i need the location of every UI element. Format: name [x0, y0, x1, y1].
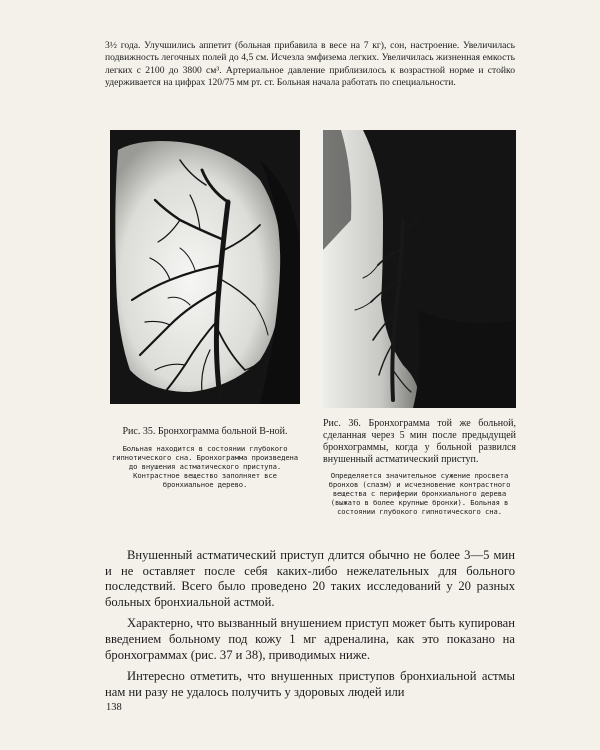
figure-36-note: Определяется значительное сужение просвета бронхов (спазм) и исчезновение контрастного вещества с периферии бронхиального дерева (выжато в более крупные бронхи). Больная в состоянии глубокого гипнотического сна.	[328, 471, 511, 516]
body-paragraph-3: Интересно отметить, что внушенных приступов бронхиальной астмы нам ни разу не удалось получить у здоровых людей или	[105, 669, 515, 699]
main-text	[105, 548, 515, 706]
figure-36-caption: Рис. 36. Бронхограмма той же больной, сделанная через 5 мин после предыдущей бронхограммы, когда у больной развился внушенный астматический приступ.	[323, 418, 516, 465]
bronchogram-graphic-35	[110, 130, 300, 404]
figure-35	[110, 130, 300, 489]
figure-36	[323, 130, 516, 516]
top-paragraph	[105, 40, 515, 90]
figure-35-note: Больная находится в состоянии глубокого гипнотического сна. Бронхограмма произведена до внушения астматического приступа. Контрастное вещество заполняет все бронхиальное дерево.	[112, 444, 298, 489]
figure-35-caption: Рис. 35. Бронхограмма больной В-ной.	[122, 426, 288, 437]
top-paragraph-text: 3½ года. Улучшились аппетит (больная прибавила в весе на 7 кг), сон, настроение. Увеличилась подвижность легочных полей до 4,5 см. Исчезла эмфизема легких. Увеличилась жизненная емкость легких с 2100 до 3800 см³. Артериальное давление приблизилось к возрастной норме и стойко удерживается на цифрах 120/75 мм рт. ст. Больная начала работать по специальности.	[105, 40, 515, 89]
page-number: 138	[106, 702, 122, 713]
body-paragraph-2: Характерно, что вызванный внушением приступ может быть купирован введением больному под кожу 1 мг адреналина, как это показано на бронхограммах (рис. 37 и 38), приводимых ниже.	[105, 616, 515, 662]
bronchogram-graphic-36	[323, 130, 516, 408]
bronchogram-image-35	[110, 130, 300, 404]
body-paragraph-1: Внушенный астматический приступ длится обычно не более 3—5 мин и не оставляет после себя каких-либо нежелательных для больного последствий. Всего было проведено 20 таких исследований у 20 разных больных бронхиальной астмой.	[105, 548, 515, 609]
bronchogram-image-36	[323, 130, 516, 408]
